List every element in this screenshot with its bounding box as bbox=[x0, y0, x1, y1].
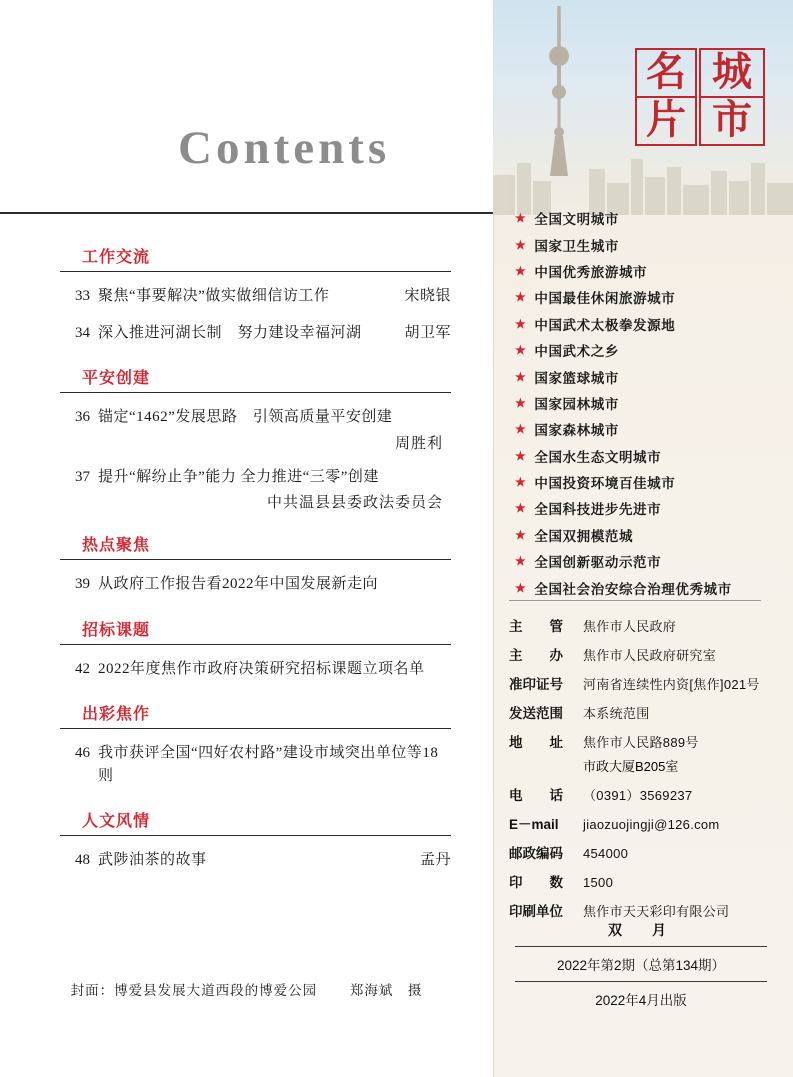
entry-author: 胡卫军 bbox=[404, 324, 451, 341]
imprint-row bbox=[509, 784, 793, 804]
toc-entry[interactable] bbox=[60, 651, 451, 688]
honors-list bbox=[493, 205, 793, 601]
list-item bbox=[515, 522, 793, 548]
section-heading: 人文风情 bbox=[82, 813, 151, 830]
magazine-logo bbox=[635, 48, 767, 146]
list-item bbox=[515, 495, 793, 521]
section-heading: 平安创建 bbox=[82, 370, 151, 387]
imprint-value: 焦作市人民政府 bbox=[583, 619, 677, 634]
imprint-block bbox=[493, 600, 793, 929]
toc-entry[interactable] bbox=[60, 459, 451, 496]
entry-title: 提升“解纷止争”能力 全力推进“三零”创建 bbox=[98, 468, 379, 485]
star-icon: ★ bbox=[515, 554, 527, 569]
logo-char-cheng: 城 bbox=[699, 48, 765, 98]
logo-char-ming: 名 bbox=[635, 48, 697, 98]
star-icon: ★ bbox=[515, 422, 527, 437]
imprint-value: 河南省连续性内资[焦作]021号 bbox=[583, 677, 760, 692]
list-item bbox=[515, 574, 793, 600]
honor-label: 中国投资环境百佳城市 bbox=[534, 476, 676, 492]
imprint-value: 1500 bbox=[583, 875, 614, 890]
entry-page-number: 36 bbox=[75, 409, 90, 425]
honor-label: 全国双拥模范城 bbox=[534, 528, 634, 544]
list-item bbox=[515, 416, 793, 442]
list-item bbox=[515, 548, 793, 574]
toc-section bbox=[60, 617, 451, 688]
cover-credit-text: 封面：博爱县发展大道西段的博爱公园 bbox=[70, 983, 318, 998]
publication-frequency: 双 月 bbox=[608, 922, 674, 938]
imprint-label: 准印证号 bbox=[509, 677, 563, 692]
imprint-label: 电 话 bbox=[509, 788, 563, 803]
contents-header bbox=[0, 0, 493, 214]
star-icon: ★ bbox=[515, 475, 527, 490]
imprint-row bbox=[509, 900, 793, 920]
section-divider bbox=[60, 644, 451, 645]
issue-number: 2022年第2期（总第134期） bbox=[515, 946, 767, 982]
toc-section bbox=[60, 532, 451, 603]
list-item bbox=[515, 363, 793, 389]
imprint-label: 主 管 bbox=[509, 619, 563, 634]
honor-label: 全国科技进步先进市 bbox=[534, 502, 662, 518]
toc-entry[interactable] bbox=[60, 399, 451, 436]
imprint-value: 焦作市人民路889号 bbox=[583, 735, 699, 750]
honor-label: 国家园林城市 bbox=[534, 396, 619, 412]
imprint-label: 邮政编码 bbox=[509, 846, 563, 861]
entry-author: 周胜利 bbox=[394, 435, 443, 452]
honor-label: 中国优秀旅游城市 bbox=[534, 264, 648, 280]
masthead-column bbox=[493, 0, 793, 1077]
star-icon: ★ bbox=[515, 343, 527, 358]
star-icon: ★ bbox=[515, 395, 527, 410]
section-heading: 工作交流 bbox=[82, 249, 151, 266]
toc-entry[interactable] bbox=[60, 315, 451, 352]
list-item bbox=[515, 284, 793, 310]
list-item bbox=[515, 311, 793, 337]
toc-entry[interactable] bbox=[60, 278, 451, 315]
imprint-row bbox=[509, 615, 793, 635]
star-icon: ★ bbox=[515, 527, 527, 542]
section-heading: 招标课题 bbox=[82, 621, 151, 639]
entry-title: 我市获评全国“四好农村路”建设市域突出单位等18则 bbox=[98, 745, 439, 784]
entry-page-number: 34 bbox=[75, 324, 90, 341]
imprint-value: （0391）3569237 bbox=[583, 788, 693, 803]
issue-footer bbox=[515, 920, 767, 1009]
toc-entry[interactable] bbox=[60, 735, 451, 794]
star-icon: ★ bbox=[515, 237, 527, 252]
star-icon: ★ bbox=[515, 263, 527, 278]
imprint-value: 焦作市人民政府研究室 bbox=[583, 648, 717, 663]
star-icon: ★ bbox=[515, 211, 527, 226]
entry-page-number: 37 bbox=[75, 468, 90, 485]
imprint-value-continued: 市政大厦B205室 bbox=[583, 759, 679, 774]
imprint-row bbox=[509, 644, 793, 664]
entry-page-number: 33 bbox=[75, 288, 90, 304]
entry-page-number: 48 bbox=[75, 852, 90, 868]
list-item bbox=[515, 337, 793, 363]
toc-section bbox=[60, 365, 451, 518]
star-icon: ★ bbox=[515, 316, 527, 331]
imprint-label: 地 址 bbox=[509, 735, 563, 750]
star-icon: ★ bbox=[515, 501, 527, 516]
entry-title: 武陟油茶的故事 bbox=[98, 852, 207, 868]
imprint-label: E－mail bbox=[509, 817, 559, 832]
star-icon: ★ bbox=[515, 448, 527, 463]
toc-entry[interactable] bbox=[60, 842, 451, 879]
section-divider bbox=[60, 271, 451, 272]
honor-label: 国家篮球城市 bbox=[534, 370, 619, 386]
toc-section bbox=[60, 701, 451, 794]
star-icon: ★ bbox=[515, 580, 527, 595]
imprint-label: 发送范围 bbox=[509, 706, 563, 721]
toc-section bbox=[60, 808, 451, 879]
honor-label: 全国文明城市 bbox=[534, 212, 619, 228]
star-icon: ★ bbox=[515, 369, 527, 384]
imprint-label: 印刷单位 bbox=[509, 904, 563, 919]
section-heading: 出彩焦作 bbox=[82, 706, 151, 723]
imprint-value: 焦作市天天彩印有限公司 bbox=[583, 904, 730, 919]
section-divider bbox=[60, 392, 451, 393]
list-item bbox=[515, 231, 793, 257]
logo-char-shi: 市 bbox=[699, 96, 765, 146]
imprint-row bbox=[509, 842, 793, 862]
honor-label: 全国创新驱动示范市 bbox=[534, 555, 662, 571]
honor-label: 国家森林城市 bbox=[534, 423, 619, 439]
toc-section bbox=[60, 244, 451, 351]
imprint-row bbox=[509, 702, 793, 722]
imprint-row bbox=[509, 731, 793, 751]
star-icon: ★ bbox=[515, 290, 527, 305]
entry-page-number: 46 bbox=[75, 745, 90, 761]
entry-title: 从政府工作报告看2022年中国发展新走向 bbox=[98, 576, 379, 592]
imprint-row bbox=[509, 871, 793, 891]
imprint-label: 主 办 bbox=[509, 648, 563, 663]
honor-label: 中国武术之乡 bbox=[534, 344, 619, 360]
cover-credit bbox=[0, 979, 493, 999]
logo-char-pian: 片 bbox=[635, 96, 697, 146]
honor-label: 中国武术太极拳发源地 bbox=[534, 317, 676, 333]
imprint-divider bbox=[509, 600, 761, 601]
entry-author: 孟丹 bbox=[419, 852, 451, 868]
section-heading: 热点聚焦 bbox=[82, 537, 151, 554]
section-divider bbox=[60, 728, 451, 729]
entry-page-number: 42 bbox=[75, 660, 90, 677]
honor-label: 中国最佳休闲旅游城市 bbox=[534, 291, 676, 307]
entry-author: 中共温县县委政法委员会 bbox=[266, 495, 443, 511]
table-of-contents bbox=[0, 244, 493, 879]
section-divider bbox=[60, 835, 451, 836]
entry-title: 聚焦“事要解决”做实做细信访工作 bbox=[98, 288, 330, 304]
honor-label: 全国社会治安综合治理优秀城市 bbox=[534, 581, 732, 597]
list-item bbox=[515, 205, 793, 231]
imprint-value: 454000 bbox=[583, 846, 629, 861]
section-divider bbox=[60, 559, 451, 560]
entry-title: 深入推进河湖长制 努力建设幸福河湖 bbox=[98, 324, 362, 341]
toc-entry[interactable] bbox=[60, 566, 451, 603]
imprint-label: 印 数 bbox=[509, 875, 563, 890]
list-item bbox=[515, 258, 793, 284]
honor-label: 全国水生态文明城市 bbox=[534, 449, 662, 465]
imprint-row bbox=[509, 673, 793, 693]
entry-page-number: 39 bbox=[75, 576, 90, 592]
publication-date: 2022年4月出版 bbox=[595, 993, 687, 1008]
list-item bbox=[515, 390, 793, 416]
honor-label: 国家卫生城市 bbox=[534, 238, 619, 254]
cover-credit-photographer: 郑海斌 摄 bbox=[349, 983, 423, 998]
entry-title: 2022年度焦作市政府决策研究招标课题立项名单 bbox=[98, 660, 425, 677]
imprint-email[interactable]: jiaozuojingji@126.com bbox=[583, 817, 720, 832]
imprint-value: 本系统范围 bbox=[583, 706, 650, 721]
imprint-row bbox=[509, 813, 793, 833]
list-item bbox=[515, 469, 793, 495]
entry-author: 宋晓银 bbox=[404, 288, 451, 304]
tv-tower-icon bbox=[541, 6, 577, 176]
page-title: Contents bbox=[178, 122, 391, 174]
list-item bbox=[515, 443, 793, 469]
entry-title: 锚定“1462”发展思路 引领高质量平安创建 bbox=[98, 409, 393, 425]
